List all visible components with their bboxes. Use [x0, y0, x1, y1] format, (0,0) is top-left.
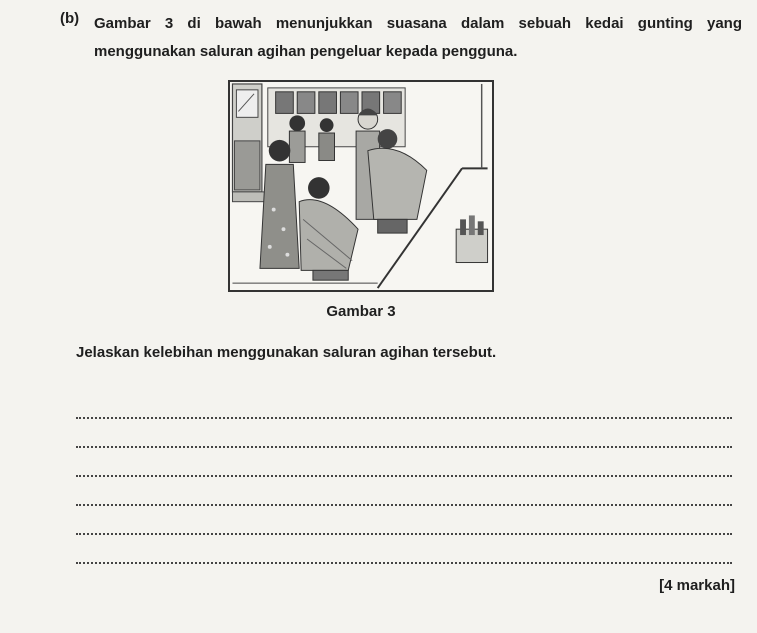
question-label: (b): [60, 10, 80, 27]
answer-line[interactable]: [76, 417, 732, 419]
figure-caption: Gambar 3: [326, 303, 396, 320]
answer-line[interactable]: [76, 475, 732, 477]
answer-line[interactable]: [76, 504, 732, 506]
question-text: Gambar 3 di bawah menunjukkan suasana dalam sebuah kedai gunting yang menggunakan saluran agihan pengeluar kepada pengguna.: [94, 15, 742, 60]
answer-line[interactable]: [76, 562, 732, 564]
answer-line[interactable]: [76, 446, 732, 448]
barbershop-illustration: [228, 80, 494, 292]
answer-line[interactable]: [76, 533, 732, 535]
instruction-text: Jelaskan kelebihan menggunakan saluran agihan tersebut.: [76, 344, 497, 361]
marks-label: [4 markah]: [659, 577, 735, 594]
